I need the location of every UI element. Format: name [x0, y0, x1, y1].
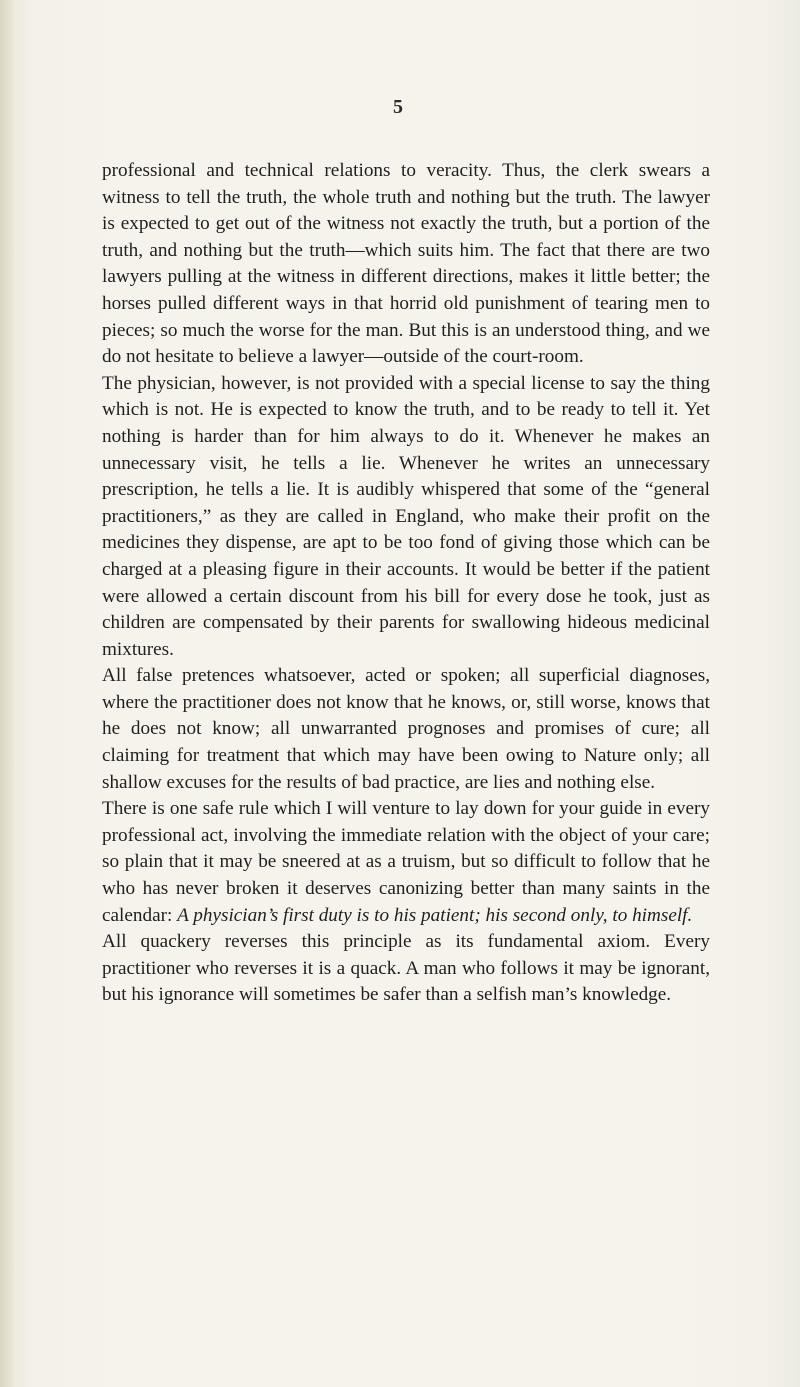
paragraph-1: professional and technical relations to veracity. Thus, the clerk swears a witness to tell the truth, the whole truth and nothing but the truth. The lawyer is expected to get out of the witness not exactly the truth, but a portion of the truth, and nothing but the truth—which suits him. The fact that there are two lawyers pulling at the witness in different directions, makes it little better; the horses pulled different ways in that horrid old punishment of tearing men to pieces; so much the worse for the man. But this is an understood thing, and we do not hesitate to believe a lawyer—outside of the court-room. [102, 160, 710, 368]
paragraph-2: The physician, however, is not provided with a special license to say the thing which is not. He is expected to know the truth, and to be ready to tell it. Yet nothing is harder than for him always to do it. Whenever he makes an unnecessary visit, he tells a lie. Whenever he writes an unnecessary prescription, he tells a lie. It is audibly whispered that some of the “general practitioners,” as they are called in England, who make their profit on the medicines they dispense, are apt to be too fond of giving those which can be charged at a pleasing figure in their accounts. It would be better if the patient were allowed a certain discount from his bill for every dose he took, just as children are compensated by their parents for swallowing hideous medicinal mixtures. [102, 372, 710, 660]
paragraph-3: All false pretences whatsoever, acted or spoken; all superficial diagnoses, where the practitioner does not know that he knows, or, still worse, knows that he does not know; all unwarranted prognoses and promises of cure; all claiming for treatment that which may have been owing to Nature only; all shallow excuses for the results of bad practice, are lies and nothing else. [102, 665, 710, 793]
paragraph-4-text: There is one safe rule which I will venture to lay down for your guide in every professional act, involving the immediate relation with the object of your care; so plain that it may be sneered at as a truism, but so difficult to follow that he who has never broken it deserves canonizing better than many saints in the calendar: [102, 798, 710, 926]
page-number: 5 [393, 96, 403, 118]
page-binding-edge [0, 0, 14, 1387]
paragraph-4 [102, 796, 710, 929]
body-text [102, 158, 710, 1009]
paragraph-4-italic-rule: A physician’s first duty is to his patient; his second only, to himself. [177, 904, 693, 926]
paragraph-5: All quackery reverses this principle as its fundamental axiom. Every practitioner who reverses it is a quack. A man who follows it may be ignorant, but his ignorance will sometimes be safer than a selfish man’s knowledge. [102, 931, 710, 1006]
